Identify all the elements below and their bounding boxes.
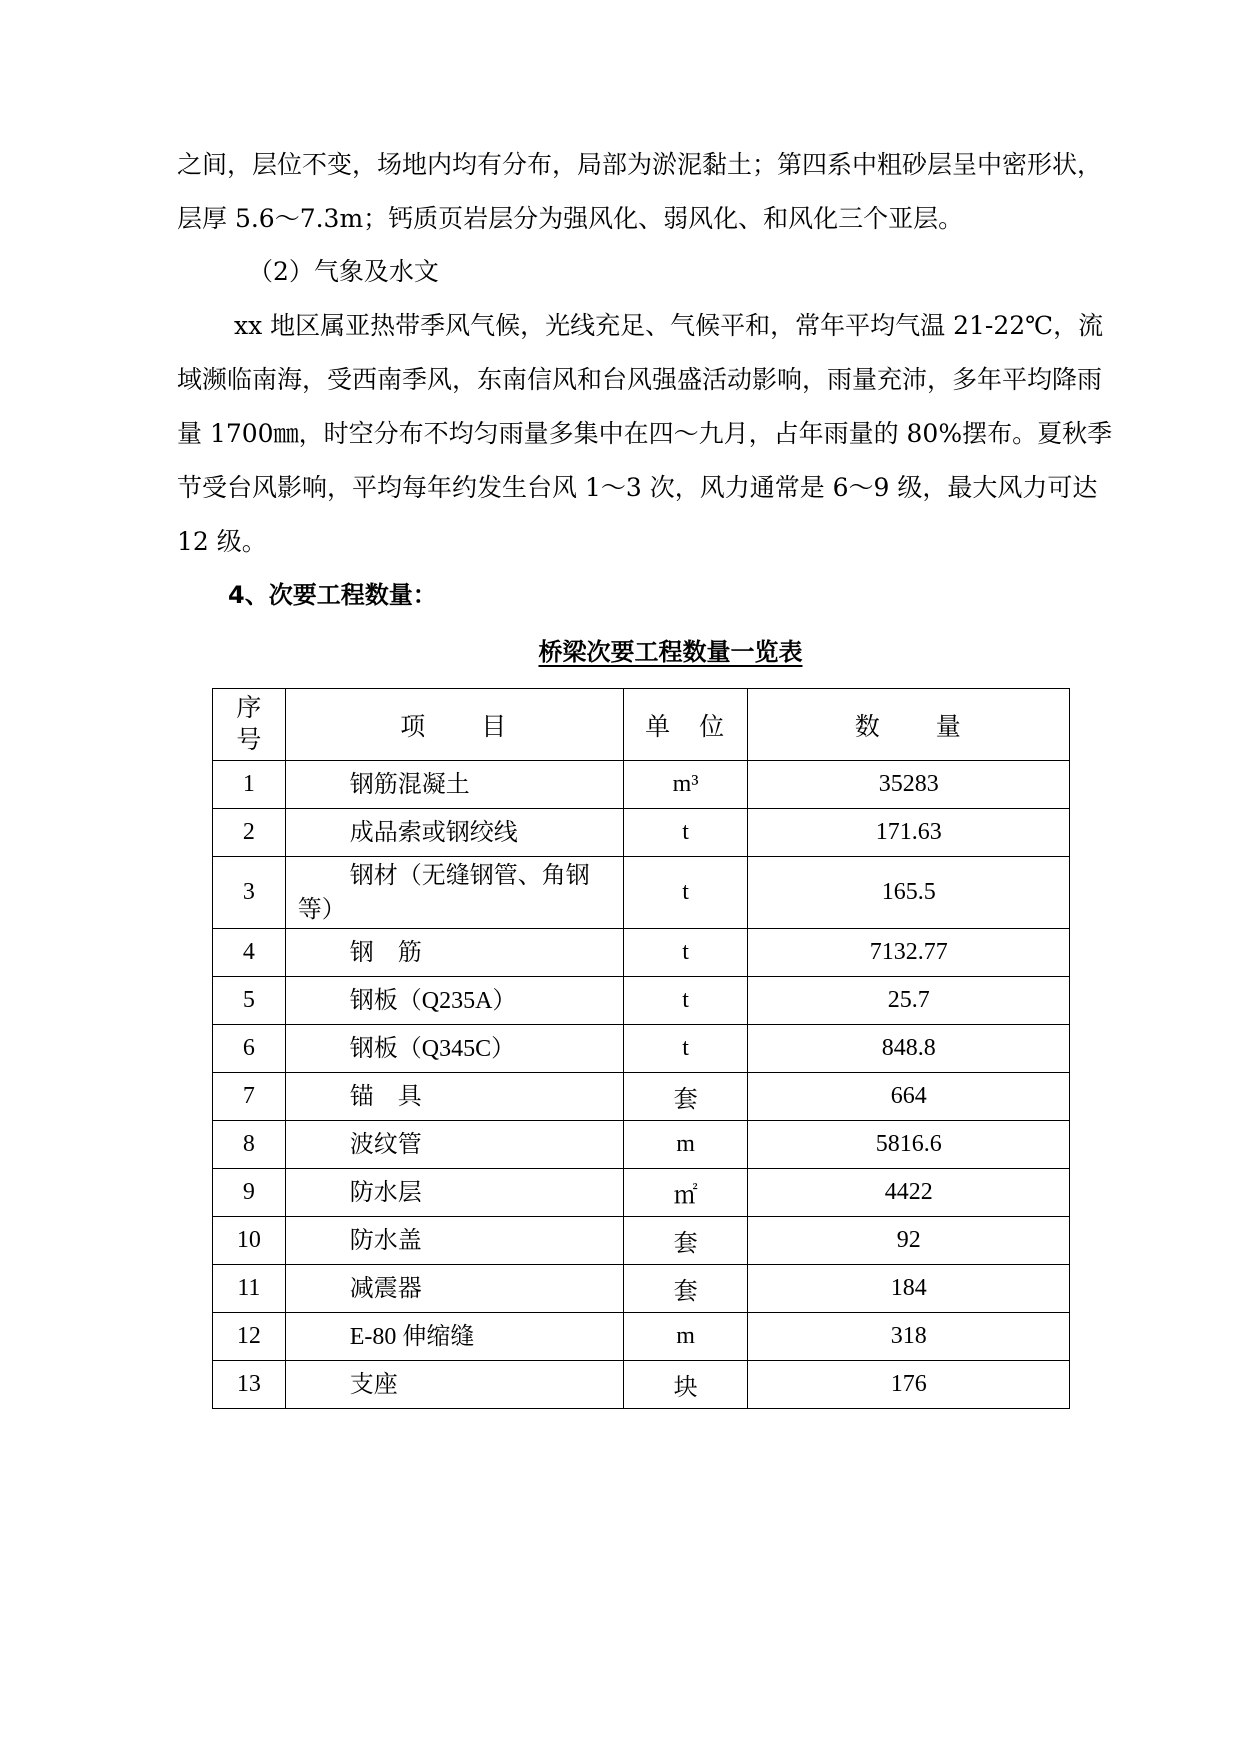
header-item: 项 目	[285, 689, 623, 761]
table-row	[213, 1361, 1070, 1409]
table-header-row	[213, 689, 1070, 761]
table-row	[213, 1121, 1070, 1169]
row-unit: t	[623, 809, 748, 857]
row-index: 7	[213, 1073, 286, 1121]
geology-paragraph: 之间，层位不变，场地内均有分布，局部为淤泥黏土；第四系中粗砂层呈中密形状，层厚 5.6～7.3m；钙质页岩层分为强风化、弱风化、和风化三个亚层。	[177, 150, 1103, 233]
row-item: 钢材（无缝钢管、角钢等）	[297, 862, 590, 923]
row-quantity: 4422	[748, 1169, 1070, 1217]
row-item-cell	[285, 1169, 623, 1217]
table-title-wrapper	[0, 632, 1241, 672]
row-item-cell	[285, 857, 623, 929]
row-unit: 套	[623, 1265, 748, 1313]
row-item: 减震器	[349, 1275, 422, 1302]
row-item: 钢板（Q235A）	[349, 987, 517, 1014]
row-quantity: 25.7	[748, 977, 1070, 1025]
row-index: 9	[213, 1169, 286, 1217]
table-row	[213, 857, 1070, 929]
table-row	[213, 1073, 1070, 1121]
header-unit: 单 位	[623, 689, 748, 761]
row-item-cell	[285, 1313, 623, 1361]
row-quantity: 35283	[748, 761, 1070, 809]
row-item: 防水层	[349, 1179, 422, 1206]
row-index: 2	[213, 809, 286, 857]
row-index: 4	[213, 929, 286, 977]
row-index: 1	[213, 761, 286, 809]
row-unit: m	[623, 1313, 748, 1361]
section-heading: 4、次要工程数量：	[228, 581, 437, 609]
row-index: 10	[213, 1217, 286, 1265]
row-item: 支座	[349, 1371, 398, 1398]
row-index: 13	[213, 1361, 286, 1409]
row-index: 5	[213, 977, 286, 1025]
row-quantity: 171.63	[748, 809, 1070, 857]
row-index: 3	[213, 857, 286, 929]
row-item: E-80 伸缩缝	[349, 1323, 475, 1350]
row-unit: t	[623, 857, 748, 929]
table-row	[213, 1265, 1070, 1313]
row-item-cell	[285, 1361, 623, 1409]
row-quantity: 848.8	[748, 1025, 1070, 1073]
row-quantity: 7132.77	[748, 929, 1070, 977]
header-index-label: 序号	[236, 694, 262, 754]
row-item-cell	[285, 1217, 623, 1265]
weather-paragraph: xx 地区属亚热带季风气候，光线充足、气候平和，常年平均气温 21-22℃，流域濒临南海，受西南季风，东南信风和台风强盛活动影响，雨量充沛，多年平均降雨量 1700㎜，时空分布不均匀雨量多集中在四～九月，占年雨量的 80%摆布。夏秋季节受台风影响，平均每年约发生台风 1～3 次，风力通常是 6～9 级，最大风力可达 12 级。	[177, 311, 1113, 556]
table-row	[213, 809, 1070, 857]
table-row	[213, 1217, 1070, 1265]
row-item-cell	[285, 809, 623, 857]
table-title: 桥梁次要工程数量一览表	[538, 638, 803, 666]
row-quantity: 664	[748, 1073, 1070, 1121]
row-quantity: 5816.6	[748, 1121, 1070, 1169]
header-index	[213, 689, 286, 761]
table-row	[213, 1025, 1070, 1073]
row-unit: 块	[623, 1361, 748, 1409]
table-row	[213, 1313, 1070, 1361]
table-row	[213, 977, 1070, 1025]
subsection-heading-weather: （2）气象及水文	[248, 257, 439, 286]
row-item: 成品索或钢绞线	[349, 819, 518, 846]
row-quantity: 92	[748, 1217, 1070, 1265]
quantity-table	[212, 688, 1070, 1409]
row-quantity: 318	[748, 1313, 1070, 1361]
row-unit: t	[623, 929, 748, 977]
row-item: 钢 筋	[349, 939, 422, 966]
row-unit: ㎡	[623, 1169, 748, 1217]
row-unit: t	[623, 977, 748, 1025]
row-item-cell	[285, 977, 623, 1025]
table-row	[213, 929, 1070, 977]
row-item: 钢板（Q345C）	[349, 1035, 516, 1062]
row-unit: t	[623, 1025, 748, 1073]
row-item: 钢筋混凝土	[349, 771, 470, 798]
row-item: 防水盖	[349, 1227, 422, 1254]
header-quantity: 数 量	[748, 689, 1070, 761]
row-item-cell	[285, 1073, 623, 1121]
row-unit: m³	[623, 761, 748, 809]
row-quantity: 176	[748, 1361, 1070, 1409]
row-unit: 套	[623, 1073, 748, 1121]
row-item-cell	[285, 929, 623, 977]
row-item-cell	[285, 1121, 623, 1169]
row-item-cell	[285, 761, 623, 809]
row-item: 波纹管	[349, 1131, 422, 1158]
row-index: 8	[213, 1121, 286, 1169]
row-item-cell	[285, 1025, 623, 1073]
row-index: 11	[213, 1265, 286, 1313]
row-quantity: 184	[748, 1265, 1070, 1313]
row-item-cell	[285, 1265, 623, 1313]
row-index: 6	[213, 1025, 286, 1073]
row-item: 锚 具	[349, 1083, 422, 1110]
row-index: 12	[213, 1313, 286, 1361]
table-row	[213, 1169, 1070, 1217]
row-quantity: 165.5	[748, 857, 1070, 929]
row-unit: 套	[623, 1217, 748, 1265]
table-row	[213, 761, 1070, 809]
row-unit: m	[623, 1121, 748, 1169]
table-body	[213, 761, 1070, 1409]
